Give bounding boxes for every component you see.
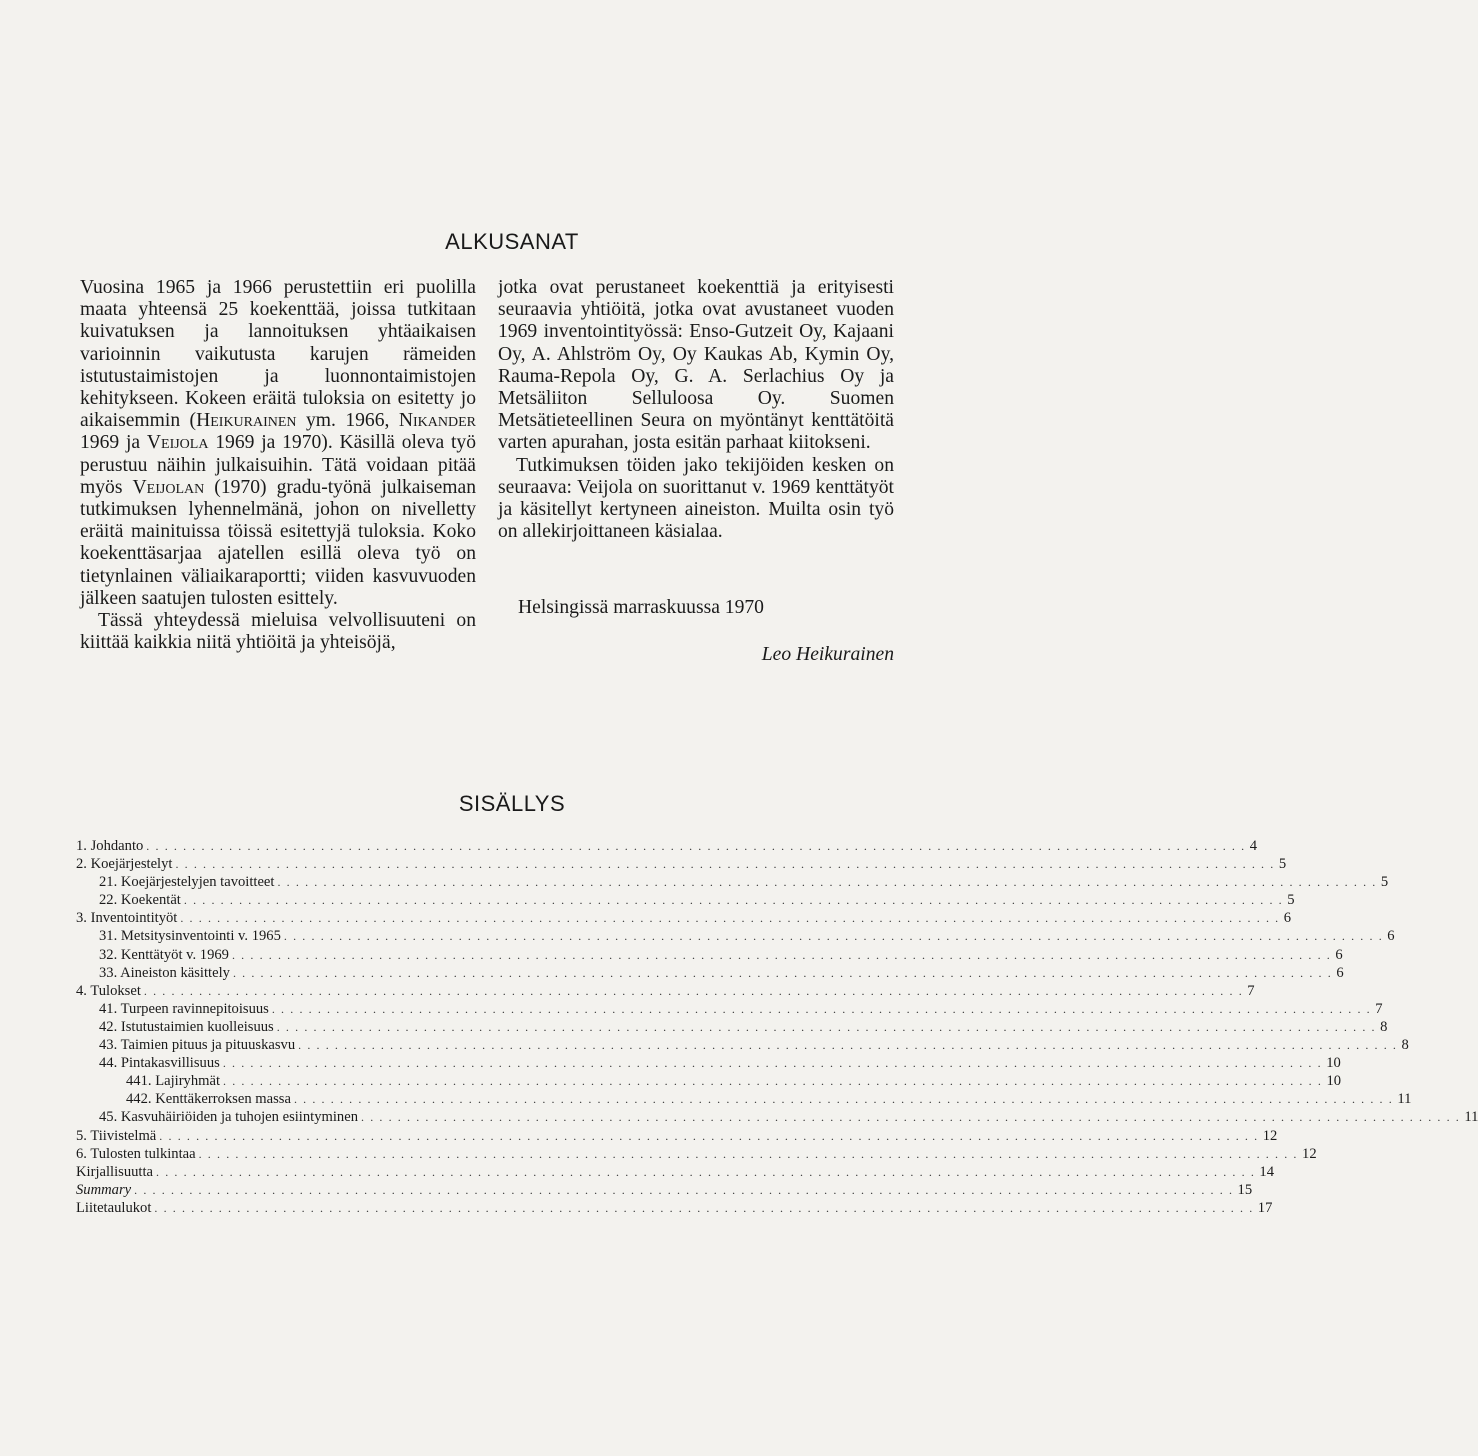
toc-entry-page: 12 xyxy=(1262,1127,1278,1144)
preface-paragraph-4: Tutkimuksen töiden jako tekijöiden kesken on seuraava: Veijola on suorittanut v. 1969 kenttätyöt ja käsitellyt kertyneen aineiston. Muilta osin työ on allekirjoittaneen käsialaa. xyxy=(498,454,894,543)
toc-leader-dots: . . . . . . . . . . . . . . . . . . . . . . . . . . . . . . . . . . . . . . . . . . . . . . . . . . . . . . . . . . . . . . . . . . . . . . . . . . . . . . . . . . . . . . . . . . . . . . . . . . . . . . . . . . . . . . . . . . . . . . . . xyxy=(283,929,1384,944)
preface-paragraph-1 xyxy=(80,277,476,610)
toc-entry-label: 43. Taimien pituus ja pituuskasvu xyxy=(99,1037,296,1054)
preface-paragraph-3: jotka ovat perustaneet koekenttiä ja erityisesti seuraavia yhtiöitä, jotka ovat avustaneet vuoden 1969 inventointityössä: Enso-Gutzeit Oy, Kajaani Oy, A. Ahlström Oy, Oy Kaukas Ab, Kymin Oy, Rauma-Repola Oy, G. A. Serlachius Oy ja Metsäliiton Selluloosa Oy. Suomen Metsätieteellinen Seura on myöntänyt kenttätöitä varten apurahan, josta esitän parhaat kiitokseni. xyxy=(498,277,894,454)
toc-entry-label: 2. Koejärjestelyt xyxy=(76,856,173,873)
toc-entry-page: 11 xyxy=(1397,1091,1412,1108)
toc-leader-dots: . . . . . . . . . . . . . . . . . . . . . . . . . . . . . . . . . . . . . . . . . . . . . . . . . . . . . . . . . . . . . . . . . . . . . . . . . . . . . . . . . . . . . . . . . . . . . . . . . . . . . . . . . . . . . . . . . . . . . . . . xyxy=(271,1001,1372,1016)
toc-entry-label: 22. Koekentät xyxy=(99,892,181,909)
toc-entry xyxy=(76,837,1257,855)
toc-entry xyxy=(76,964,1344,982)
toc-entry-label: 44. Pintakasvillisuus xyxy=(99,1055,220,1072)
toc-entry-page: 6 xyxy=(1335,946,1343,963)
toc-entry xyxy=(76,1018,1388,1036)
place-date: Helsingissä marraskuussa 1970 xyxy=(518,597,764,618)
toc-entry-label: Liitetaulukot xyxy=(76,1199,152,1216)
toc-entry xyxy=(76,1036,1409,1054)
toc-entry xyxy=(76,1108,1478,1126)
toc-entry-page: 4 xyxy=(1249,838,1257,854)
preface-left-column xyxy=(80,277,476,654)
toc-entry-label: Summary xyxy=(76,1181,132,1198)
toc-entry xyxy=(76,1127,1278,1145)
text-run: Vuosina 1965 ja 1966 perustettiin eri puolilla maata yhteensä 25 koekenttää, joissa tutkitaan kuivatuksen ja lannoituksen yhtäaikaisen varioinnin vaikutusta karujen rämeiden istutustaimistojen ja luonnontaimistojen kehitykseen. Kokeen eräitä tuloksia on esitetty jo aikaisemmin ( xyxy=(80,277,476,432)
toc-entry xyxy=(76,1199,1273,1217)
author-name: Veijola xyxy=(146,432,209,454)
signature: Leo Heikurainen xyxy=(761,644,894,665)
toc-entry-page: 11 xyxy=(1464,1109,1478,1126)
text-run: ym. 1966, xyxy=(296,410,399,432)
preface-title: ALKUSANAT xyxy=(445,229,579,254)
toc-entry xyxy=(76,1054,1341,1072)
toc-leader-dots: . . . . . . . . . . . . . . . . . . . . . . . . . . . . . . . . . . . . . . . . . . . . . . . . . . . . . . . . . . . . . . . . . . . . . . . . . . . . . . . . . . . . . . . . . . . . . . . . . . . . . . . . . . . . . . . . . . . . . . . . xyxy=(276,1019,1377,1034)
toc-entry xyxy=(76,1090,1412,1108)
toc-entry-label: 33. Aineiston käsittely xyxy=(99,964,230,981)
toc-entry-page: 15 xyxy=(1237,1181,1253,1198)
toc-entry-page: 6 xyxy=(1283,910,1292,927)
preface-right-column xyxy=(498,277,894,543)
toc-entry xyxy=(76,1163,1275,1181)
toc-leader-dots: . . . . . . . . . . . . . . . . . . . . . . . . . . . . . . . . . . . . . . . . . . . . . . . . . . . . . . . . . . . . . . . . . . . . . . . . . . . . . . . . . . . . . . . . . . . . . . . . . . . . . . . . . . . . . . . . . . . . . . . . xyxy=(143,983,1244,998)
toc-entry-label: 6. Tulosten tulkintaa xyxy=(76,1145,196,1162)
toc-entry-page: 7 xyxy=(1247,982,1255,999)
toc-entry-label: 441. Lajiryhmät xyxy=(126,1073,221,1090)
toc-leader-dots: . . . . . . . . . . . . . . . . . . . . . . . . . . . . . . . . . . . . . . . . . . . . . . . . . . . . . . . . . . . . . . . . . . . . . . . . . . . . . . . . . . . . . . . . . . . . . . . . . . . . . . . . . . . . . . . . . . . . . . . . xyxy=(232,965,1333,980)
toc-leader-dots: . . . . . . . . . . . . . . . . . . . . . . . . . . . . . . . . . . . . . . . . . . . . . . . . . . . . . . . . . . . . . . . . . . . . . . . . . . . . . . . . . . . . . . . . . . . . . . . . . . . . . . . . . . . . . . . . . . . . . . . . xyxy=(277,875,1377,890)
toc-entry-page: 7 xyxy=(1375,1000,1383,1017)
toc-leader-dots: . . . . . . . . . . . . . . . . . . . . . . . . . . . . . . . . . . . . . . . . . . . . . . . . . . . . . . . . . . . . . . . . . . . . . . . . . . . . . . . . . . . . . . . . . . . . . . . . . . . . . . . . . . . . . . . . . . . . . . . . xyxy=(198,1146,1299,1161)
toc-entry-label: 32. Kenttätyöt v. 1969 xyxy=(99,946,229,963)
toc-entry-label: 21. Koejärjestelyjen tavoitteet xyxy=(99,874,275,891)
toc-leader-dots: . . . . . . . . . . . . . . . . . . . . . . . . . . . . . . . . . . . . . . . . . . . . . . . . . . . . . . . . . . . . . . . . . . . . . . . . . . . . . . . . . . . . . . . . . . . . . . . . . . . . . . . . . . . . . . . . . . . . . . . . xyxy=(231,947,1332,962)
toc-entry xyxy=(76,946,1343,964)
toc-leader-dots: . . . . . . . . . . . . . . . . . . . . . . . . . . . . . . . . . . . . . . . . . . . . . . . . . . . . . . . . . . . . . . . . . . . . . . . . . . . . . . . . . . . . . . . . . . . . . . . . . . . . . . . . . . . . . . . . . . . . . . . . xyxy=(146,839,1246,853)
toc-entry-page: 10 xyxy=(1326,1055,1341,1072)
toc-entry-page: 5 xyxy=(1380,874,1389,891)
toc-entry-page: 5 xyxy=(1278,856,1287,873)
toc-entry-label: 5. Tiivistelmä xyxy=(76,1127,157,1144)
text-run: (1970) gradu-työnä julkaiseman tutkimuksen lyhennelmänä, johon on nivelletty eräitä mainituissa töissä esitettyjä tuloksia. Koko koekenttäsarjaa ajatellen esillä oleva työ on tietynlainen väliaikaraportti; viiden kasvuvuoden jälkeen saatujen tulosten esittely. xyxy=(80,476,477,609)
toc-entry-page: 12 xyxy=(1302,1145,1317,1162)
author-name: Heikurainen xyxy=(196,410,297,432)
toc-leader-dots: . . . . . . . . . . . . . . . . . . . . . . . . . . . . . . . . . . . . . . . . . . . . . . . . . . . . . . . . . . . . . . . . . . . . . . . . . . . . . . . . . . . . . . . . . . . . . . . . . . . . . . . . . . . . . . . . . . . . . . . . xyxy=(293,1092,1394,1107)
text-run: 1969 ja xyxy=(80,432,147,454)
toc-entry xyxy=(76,1072,1342,1090)
toc-leader-dots: . . . . . . . . . . . . . . . . . . . . . . . . . . . . . . . . . . . . . . . . . . . . . . . . . . . . . . . . . . . . . . . . . . . . . . . . . . . . . . . . . . . . . . . . . . . . . . . . . . . . . . . . . . . . . . . . . . . . . . . . xyxy=(180,911,1280,926)
toc-entry-label: 4. Tulokset xyxy=(76,982,141,999)
text-run: 1969 ja 1970). Käsillä oleva työ perustuu näihin julkaisuihin. Tätä voidaan pitää myös xyxy=(80,432,476,498)
toc-entry-page: 6 xyxy=(1387,928,1395,945)
toc-entry-page: 10 xyxy=(1326,1073,1342,1090)
toc-entry xyxy=(76,855,1287,873)
toc-entry-label: 41. Turpeen ravinnepitoisuus xyxy=(99,1000,269,1017)
toc-entry xyxy=(76,1145,1317,1163)
toc-entry-page: 14 xyxy=(1259,1163,1275,1180)
toc-entry-label: 31. Metsitysinventointi v. 1965 xyxy=(99,928,281,945)
toc-leader-dots: . . . . . . . . . . . . . . . . . . . . . . . . . . . . . . . . . . . . . . . . . . . . . . . . . . . . . . . . . . . . . . . . . . . . . . . . . . . . . . . . . . . . . . . . . . . . . . . . . . . . . . . . . . . . . . . . . . . . . . . . xyxy=(154,1200,1254,1215)
toc-entry xyxy=(76,1000,1383,1018)
toc-entry-page: 8 xyxy=(1401,1037,1409,1054)
toc-leader-dots: . . . . . . . . . . . . . . . . . . . . . . . . . . . . . . . . . . . . . . . . . . . . . . . . . . . . . . . . . . . . . . . . . . . . . . . . . . . . . . . . . . . . . . . . . . . . . . . . . . . . . . . . . . . . . . . . . . . . . . . . xyxy=(183,893,1284,908)
preface-paragraph-2: Tässä yhteydessä mieluisa velvollisuuteni on kiittää kaikkia niitä yhtiöitä ja yhteisöjä, xyxy=(80,610,476,654)
toc-entry-label: 45. Kasvuhäiriöiden ja tuhojen esiintyminen xyxy=(99,1109,358,1126)
toc-leader-dots: . . . . . . . . . . . . . . . . . . . . . . . . . . . . . . . . . . . . . . . . . . . . . . . . . . . . . . . . . . . . . . . . . . . . . . . . . . . . . . . . . . . . . . . . . . . . . . . . . . . . . . . . . . . . . . . . . . . . . . . . xyxy=(222,1056,1323,1071)
toc-leader-dots: . . . . . . . . . . . . . . . . . . . . . . . . . . . . . . . . . . . . . . . . . . . . . . . . . . . . . . . . . . . . . . . . . . . . . . . . . . . . . . . . . . . . . . . . . . . . . . . . . . . . . . . . . . . . . . . . . . . . . . . . xyxy=(159,1128,1259,1143)
toc-entry-label: Kirjallisuutta xyxy=(76,1163,154,1180)
toc-entry-label: 42. Istutustaimien kuolleisuus xyxy=(99,1018,274,1035)
toc-entry-label: 1. Johdanto xyxy=(76,838,144,854)
toc-entry xyxy=(76,873,1389,891)
toc-title: SISÄLLYS xyxy=(458,791,566,816)
author-name: Veijolan xyxy=(132,476,205,498)
toc-entry xyxy=(76,982,1255,1000)
toc-entry xyxy=(76,909,1292,927)
toc-entry xyxy=(76,891,1295,909)
toc-entry xyxy=(76,1181,1253,1199)
toc-leader-dots: . . . . . . . . . . . . . . . . . . . . . . . . . . . . . . . . . . . . . . . . . . . . . . . . . . . . . . . . . . . . . . . . . . . . . . . . . . . . . . . . . . . . . . . . . . . . . . . . . . . . . . . . . . . . . . . . . . . . . . . . xyxy=(361,1110,1461,1125)
toc-entry-page: 17 xyxy=(1257,1199,1273,1216)
toc-entry-label: 3. Inventointityöt xyxy=(76,910,178,927)
toc-leader-dots: . . . . . . . . . . . . . . . . . . . . . . . . . . . . . . . . . . . . . . . . . . . . . . . . . . . . . . . . . . . . . . . . . . . . . . . . . . . . . . . . . . . . . . . . . . . . . . . . . . . . . . . . . . . . . . . . . . . . . . . . xyxy=(223,1074,1323,1089)
toc-entry-page: 5 xyxy=(1287,892,1295,909)
toc-leader-dots: . . . . . . . . . . . . . . . . . . . . . . . . . . . . . . . . . . . . . . . . . . . . . . . . . . . . . . . . . . . . . . . . . . . . . . . . . . . . . . . . . . . . . . . . . . . . . . . . . . . . . . . . . . . . . . . . . . . . . . . . xyxy=(156,1164,1256,1179)
toc-entry-label: 442. Kenttäkerroksen massa xyxy=(126,1091,291,1108)
toc-entry-page: 8 xyxy=(1380,1018,1388,1035)
table-of-contents xyxy=(76,837,1478,1217)
author-name: Nikander xyxy=(398,410,477,432)
toc-entry xyxy=(76,927,1395,945)
toc-leader-dots: . . . . . . . . . . . . . . . . . . . . . . . . . . . . . . . . . . . . . . . . . . . . . . . . . . . . . . . . . . . . . . . . . . . . . . . . . . . . . . . . . . . . . . . . . . . . . . . . . . . . . . . . . . . . . . . . . . . . . . . . xyxy=(134,1182,1234,1197)
toc-leader-dots: . . . . . . . . . . . . . . . . . . . . . . . . . . . . . . . . . . . . . . . . . . . . . . . . . . . . . . . . . . . . . . . . . . . . . . . . . . . . . . . . . . . . . . . . . . . . . . . . . . . . . . . . . . . . . . . . . . . . . . . . xyxy=(175,857,1275,872)
toc-leader-dots: . . . . . . . . . . . . . . . . . . . . . . . . . . . . . . . . . . . . . . . . . . . . . . . . . . . . . . . . . . . . . . . . . . . . . . . . . . . . . . . . . . . . . . . . . . . . . . . . . . . . . . . . . . . . . . . . . . . . . . . . xyxy=(298,1038,1398,1053)
toc-entry-page: 6 xyxy=(1336,964,1344,981)
